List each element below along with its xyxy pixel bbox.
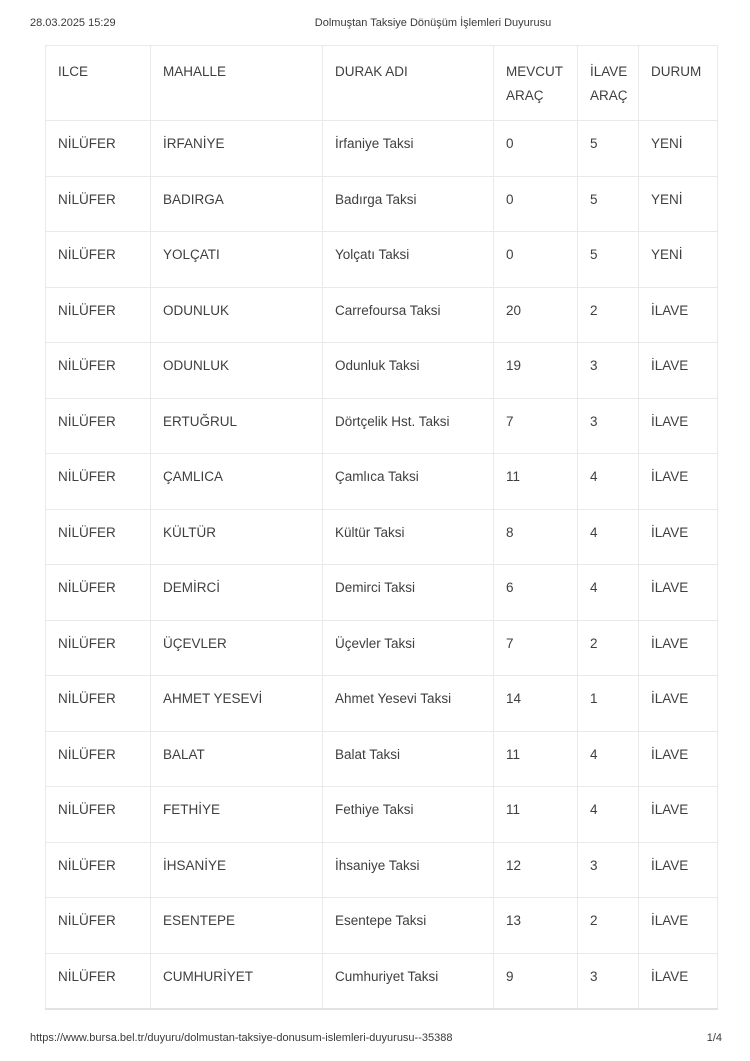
table-cell: İLAVE [639,287,718,343]
table-row [46,398,718,454]
table-cell: ERTUĞRUL [151,398,323,454]
table-cell: ÜÇEVLER [151,620,323,676]
table-cell: 6 [494,565,578,621]
table-cell: ÇAMLICA [151,454,323,510]
table-cell: 0 [494,121,578,177]
table-cell: İLAVE [639,565,718,621]
table-cell: Yolçatı Taksi [323,232,494,288]
table-cell: 3 [578,398,639,454]
table-cell: NİLÜFER [46,509,151,565]
table-row [46,842,718,898]
page-title: Dolmuştan Taksiye Dönüşüm İşlemleri Duyurusu [314,17,552,29]
table-cell: CUMHURİYET [151,953,323,1009]
table-cell: İLAVE [639,343,718,399]
table-cell: 7 [494,620,578,676]
table-cell: 4 [578,787,639,843]
table-cell: Kültür Taksi [323,509,494,565]
table-cell: 5 [578,121,639,177]
table-cell: KÜLTÜR [151,509,323,565]
table-cell: 5 [578,232,639,288]
table-cell: NİLÜFER [46,398,151,454]
table-cell: 2 [578,287,639,343]
table-cell: NİLÜFER [46,176,151,232]
table-cell: NİLÜFER [46,842,151,898]
table-row [46,731,718,787]
table-cell: Carrefoursa Taksi [323,287,494,343]
table-cell: 0 [494,232,578,288]
table-cell: YOLÇATI [151,232,323,288]
table-cell: Dörtçelik Hst. Taksi [323,398,494,454]
table-cell: ESENTEPE [151,898,323,954]
taxi-conversion-table [45,45,718,1010]
table-cell: İHSANİYE [151,842,323,898]
print-page-header [0,17,750,31]
table-cell: 14 [494,676,578,732]
table-cell: 9 [494,953,578,1009]
table-row [46,676,718,732]
table-cell: İLAVE [639,953,718,1009]
table-cell: NİLÜFER [46,287,151,343]
table-row [46,565,718,621]
table-cell: İLAVE [639,454,718,510]
table-cell: İLAVE [639,509,718,565]
table-cell: NİLÜFER [46,343,151,399]
column-header-ilce: ILCE [46,46,151,121]
table-cell: 3 [578,842,639,898]
table-cell: NİLÜFER [46,232,151,288]
table-row [46,343,718,399]
table-cell: ODUNLUK [151,343,323,399]
table-cell: İhsaniye Taksi [323,842,494,898]
table-cell: 11 [494,787,578,843]
table-row [46,232,718,288]
table-cell: 11 [494,454,578,510]
table-row [46,509,718,565]
table-cell: Ahmet Yesevi Taksi [323,676,494,732]
table-cell: İLAVE [639,731,718,787]
table-cell: NİLÜFER [46,121,151,177]
page-number: 1/4 [706,1032,722,1044]
table-cell: 0 [494,176,578,232]
table-cell: İLAVE [639,898,718,954]
table-cell: NİLÜFER [46,953,151,1009]
source-url: https://www.bursa.bel.tr/duyuru/dolmustan-taksiye-donusum-islemleri-duyurusu--35388 [30,1032,453,1044]
table-cell: NİLÜFER [46,620,151,676]
table-header-row [46,46,718,121]
table-cell: Balat Taksi [323,731,494,787]
table-cell: YENİ [639,232,718,288]
table-cell: 4 [578,454,639,510]
table-cell: 3 [578,953,639,1009]
table-cell: AHMET YESEVİ [151,676,323,732]
column-header-durak-adi: DURAK ADI [323,46,494,121]
table-row [46,454,718,510]
column-header-durum: DURUM [639,46,718,121]
table-row [46,176,718,232]
table-cell: NİLÜFER [46,454,151,510]
print-page-footer [0,1032,750,1046]
table-cell: YENİ [639,176,718,232]
table-cell: 12 [494,842,578,898]
table-row [46,898,718,954]
table-cell: 19 [494,343,578,399]
table-cell: 4 [578,509,639,565]
table-cell: 4 [578,565,639,621]
table-cell: BALAT [151,731,323,787]
table-cell: Fethiye Taksi [323,787,494,843]
table-row [46,953,718,1009]
table-cell: 20 [494,287,578,343]
table-cell: İLAVE [639,620,718,676]
table-cell: 11 [494,731,578,787]
table-cell: 1 [578,676,639,732]
table-cell: 4 [578,731,639,787]
table-cell: Üçevler Taksi [323,620,494,676]
table-cell: Cumhuriyet Taksi [323,953,494,1009]
table-cell: İLAVE [639,787,718,843]
table-cell: 8 [494,509,578,565]
table-cell: Odunluk Taksi [323,343,494,399]
table-cell: İRFANİYE [151,121,323,177]
table-cell: Demirci Taksi [323,565,494,621]
table-cell: 2 [578,898,639,954]
table-row [46,620,718,676]
table-cell: ODUNLUK [151,287,323,343]
table-cell: BADIRGA [151,176,323,232]
column-header-mahalle: MAHALLE [151,46,323,121]
table-cell: İrfaniye Taksi [323,121,494,177]
table-cell: 2 [578,620,639,676]
table-cell: YENİ [639,121,718,177]
table-cell: NİLÜFER [46,676,151,732]
table-row [46,287,718,343]
table-cell: İLAVE [639,398,718,454]
table-row [46,787,718,843]
column-header-mevcut-arac: MEVCUT ARAÇ [494,46,578,121]
table-cell: Badırga Taksi [323,176,494,232]
table-cell: Çamlıca Taksi [323,454,494,510]
column-header-ilave-arac: İLAVE ARAÇ [578,46,639,121]
table-cell: NİLÜFER [46,898,151,954]
table-cell: İLAVE [639,842,718,898]
table-cell: NİLÜFER [46,565,151,621]
table-cell: FETHİYE [151,787,323,843]
table-cell: 13 [494,898,578,954]
table-cell: 5 [578,176,639,232]
table-cell: İLAVE [639,676,718,732]
table-cell: NİLÜFER [46,731,151,787]
print-datetime: 28.03.2025 15:29 [30,17,116,29]
table-cell: NİLÜFER [46,787,151,843]
table-cell: 3 [578,343,639,399]
table-cell: 7 [494,398,578,454]
table-cell: DEMİRCİ [151,565,323,621]
table-row [46,121,718,177]
table-cell: Esentepe Taksi [323,898,494,954]
